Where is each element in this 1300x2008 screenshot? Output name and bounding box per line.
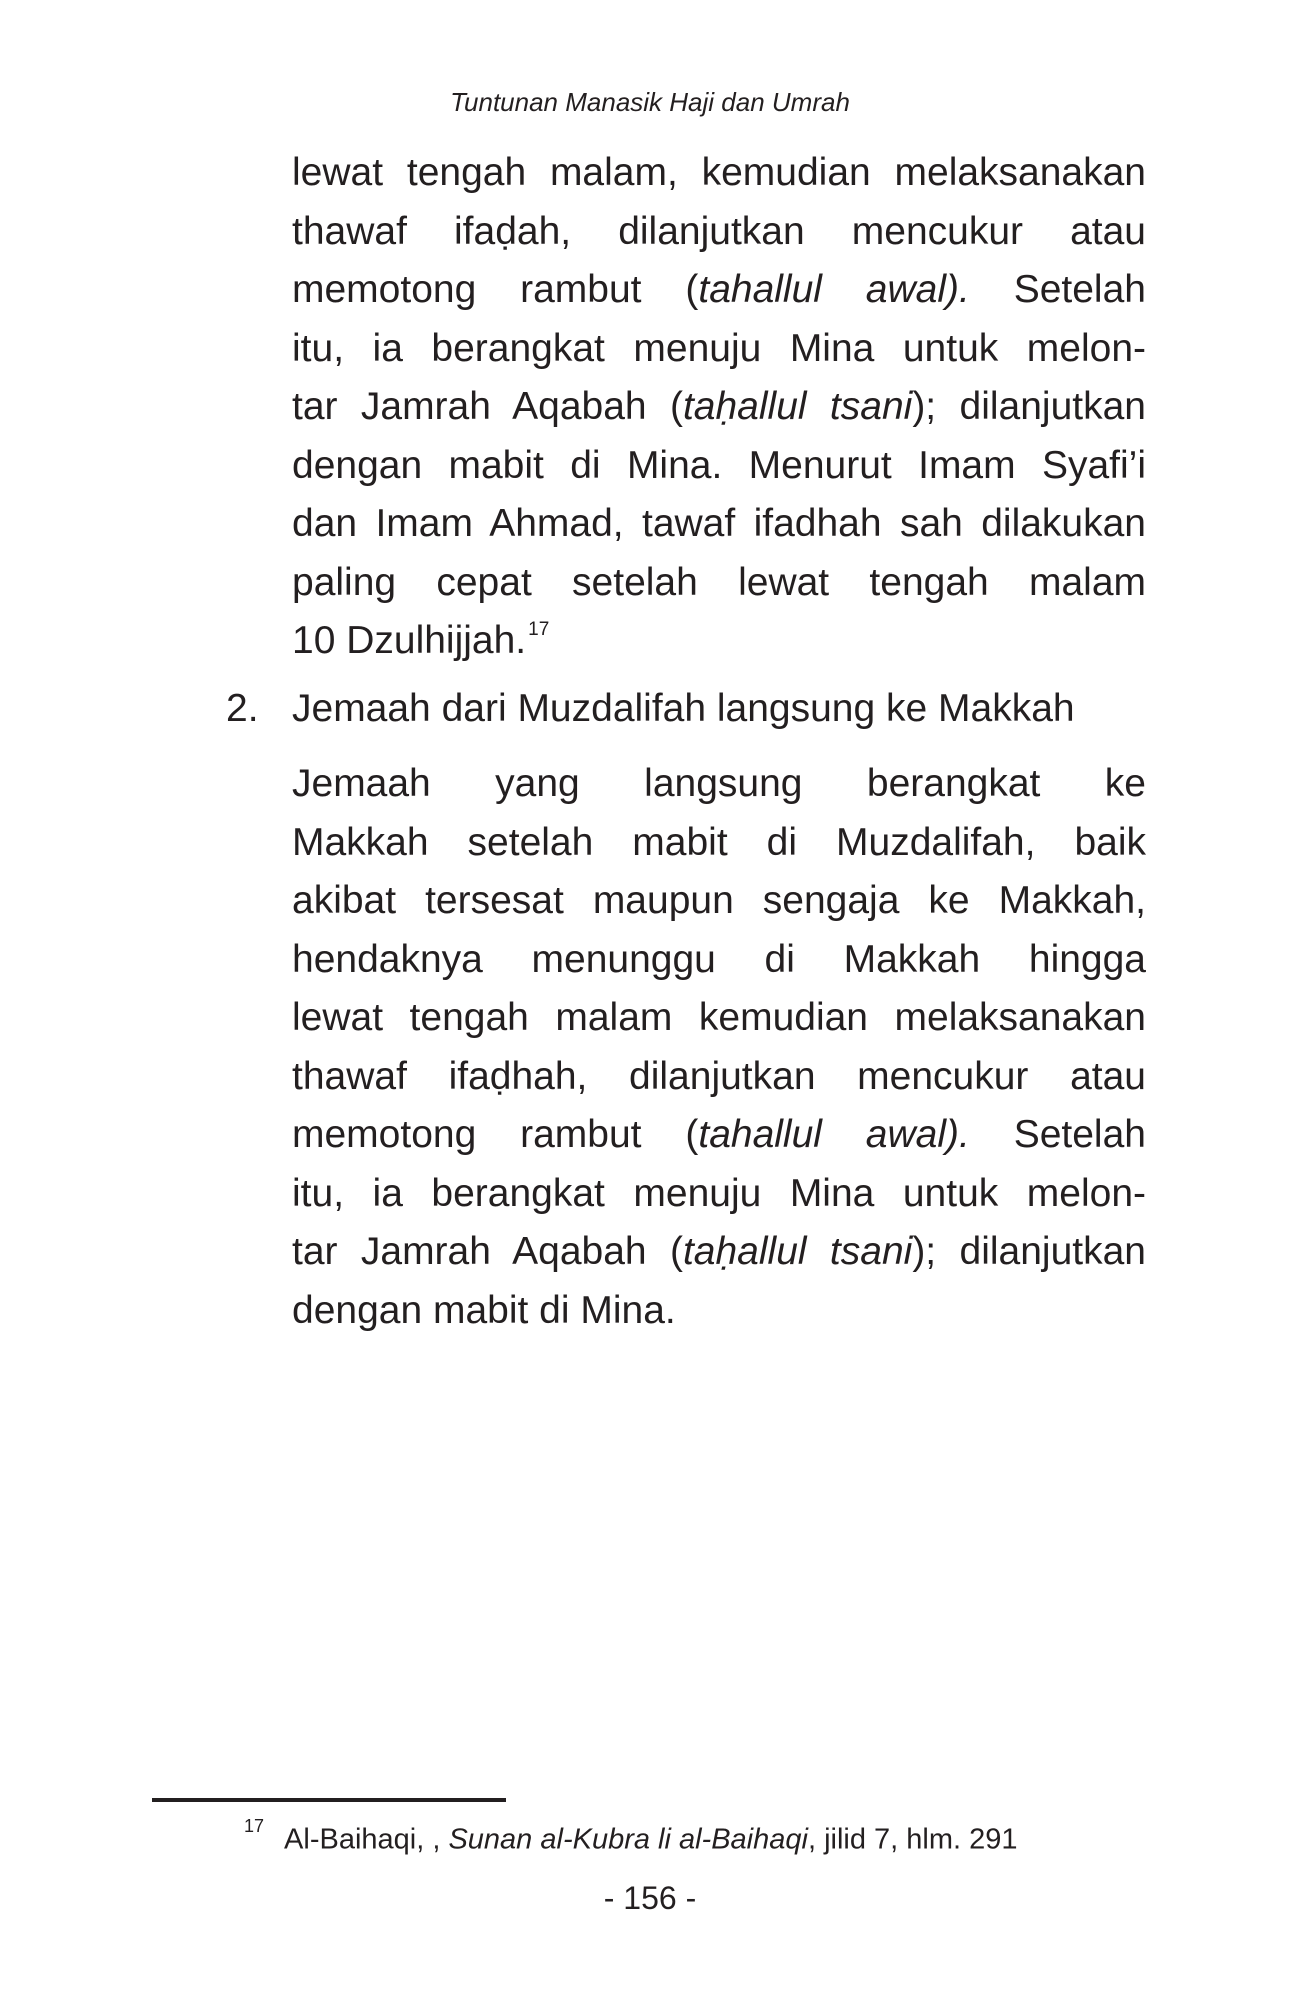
running-head: Tuntunan Manasik Haji dan Umrah bbox=[450, 87, 850, 117]
text-line: akibat tersesat maupun sengaja ke Makkah, bbox=[292, 879, 1146, 922]
text-line: itu, ia berangkat menuju Mina untuk melon- bbox=[292, 1171, 1146, 1215]
text-line: lewat tengah malam kemudian melaksanakan bbox=[292, 996, 1146, 1039]
text-line: thawaf ifaḍhah, dilanjutkan mencukur atau bbox=[292, 1054, 1146, 1098]
list-item-heading bbox=[226, 680, 1146, 739]
footnote: $^{17}$ Al-Baihaqi, , Sunan al-Kubra li al-Baihaqi, jilid 7, hlm. 291 bbox=[244, 1816, 1018, 1856]
text-line: memotong rambut (tahallul awal). Setelah bbox=[292, 268, 1146, 311]
text-line: dengan mabit di Mina. Menurut Imam Syafi’i bbox=[292, 443, 1146, 487]
text-line: memotong rambut (tahallul awal). Setelah bbox=[292, 1113, 1146, 1156]
list-number: 2. bbox=[226, 687, 259, 730]
footnote-separator bbox=[152, 1798, 506, 1802]
text-line: tar Jamrah Aqabah (taḥallul tsani); dilanjutkan bbox=[292, 385, 1146, 428]
paragraph-1 bbox=[292, 144, 1146, 671]
page-number: - 156 - bbox=[603, 1880, 697, 1916]
paragraph-2 bbox=[292, 755, 1146, 1340]
text-line: lewat tengah malam, kemudian melaksanakan bbox=[292, 151, 1146, 194]
footnote-number: 17 bbox=[244, 1816, 265, 1836]
text-line: dan Imam Ahmad, tawaf ifadhah sah dilakukan bbox=[292, 502, 1146, 545]
text-line: hendaknya menunggu di Makkah hingga bbox=[292, 937, 1146, 981]
text-line: dengan mabit di Mina. bbox=[292, 1288, 676, 1332]
text-line: Jemaah yang langsung berangkat ke bbox=[292, 762, 1146, 805]
text-line: Makkah setelah mabit di Muzdalifah, baik bbox=[292, 820, 1146, 864]
text-line: thawaf ifaḍah, dilanjutkan mencukur atau bbox=[292, 209, 1146, 253]
text-line: paling cepat setelah lewat tengah malam bbox=[292, 560, 1146, 604]
text-line: itu, ia berangkat menuju Mina untuk melon- bbox=[292, 326, 1146, 370]
text-line: 10 Dzulhijjah. $^{17}$ bbox=[292, 619, 550, 662]
text-line: tar Jamrah Aqabah (taḥallul tsani); dilanjutkan bbox=[292, 1230, 1146, 1273]
footnote-reference: 17 bbox=[528, 619, 550, 640]
list-item-title: Jemaah dari Muzdalifah langsung ke Makkah bbox=[292, 687, 1075, 730]
